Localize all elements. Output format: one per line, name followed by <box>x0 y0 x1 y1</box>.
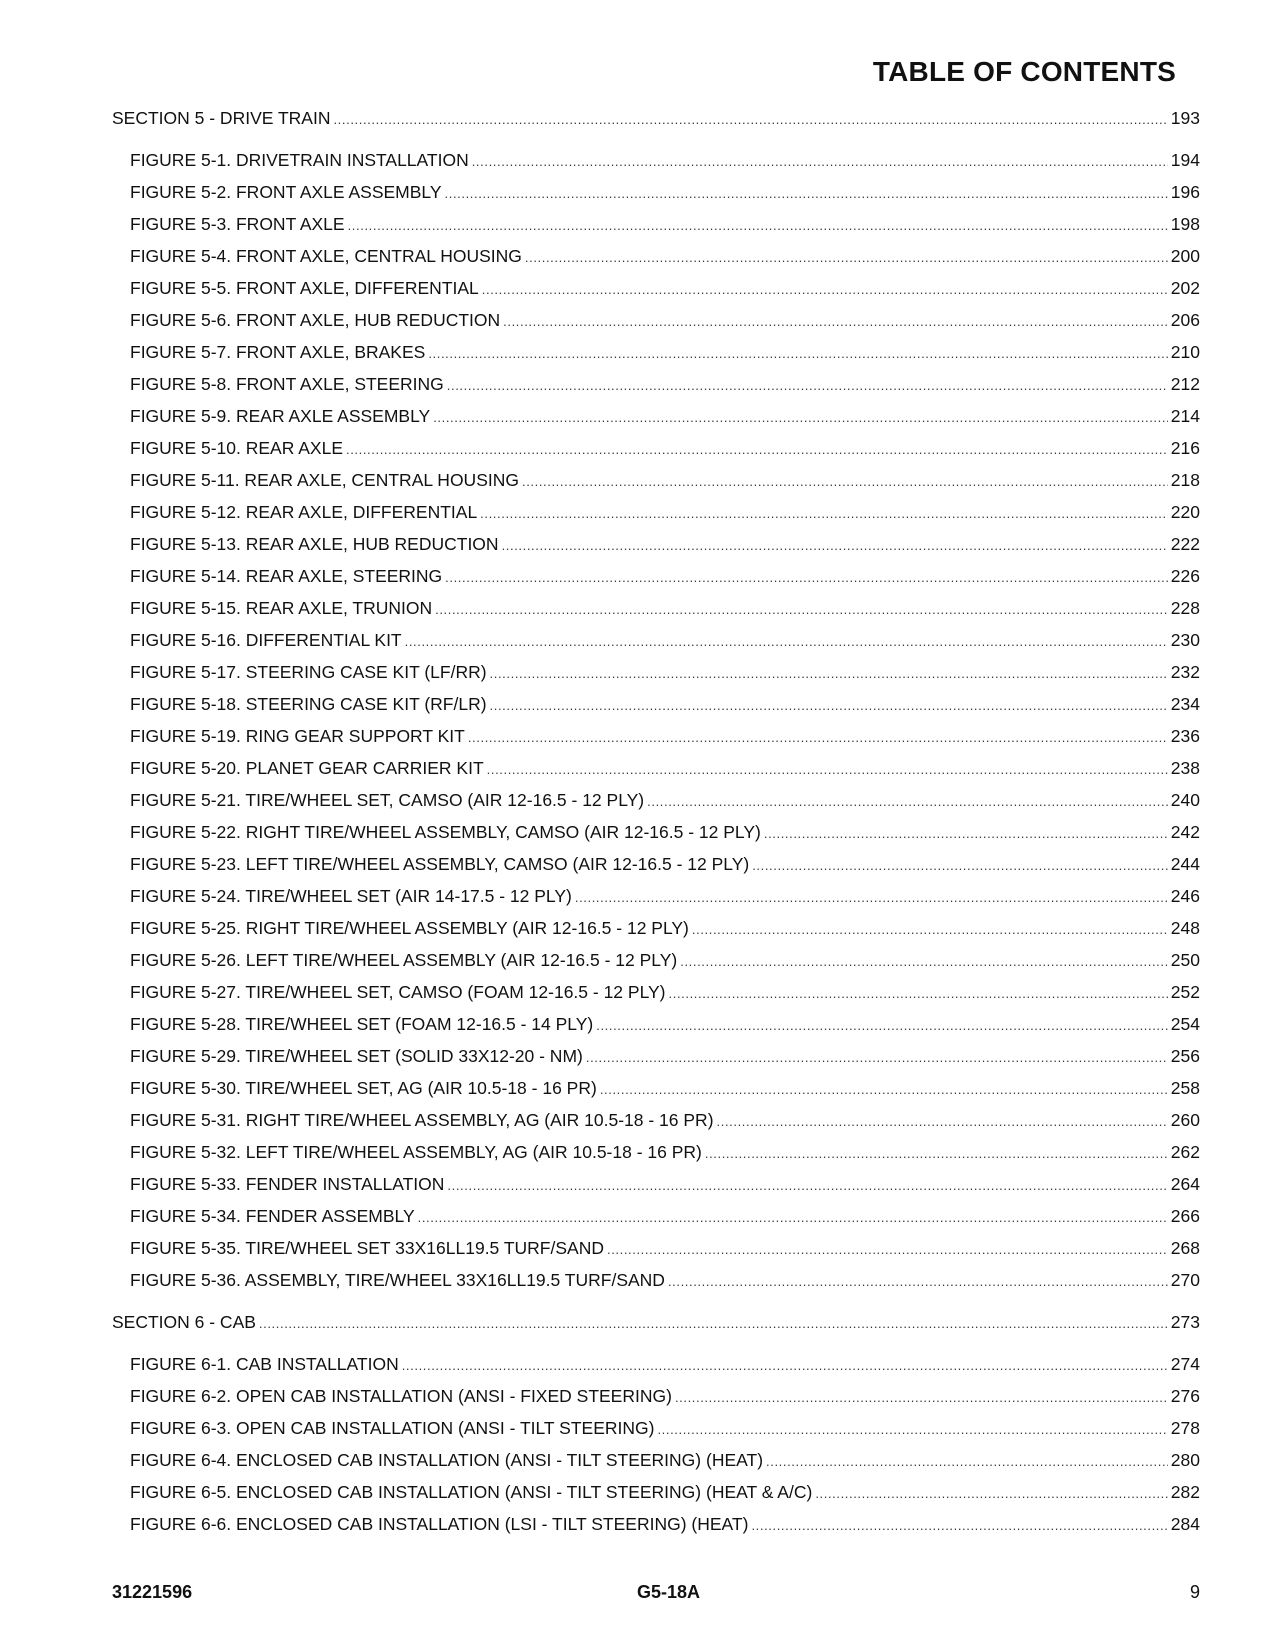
toc-entry-label: FIGURE 5-17. STEERING CASE KIT (LF/RR) <box>130 662 487 682</box>
dot-leader <box>435 598 1168 620</box>
dot-leader <box>259 1312 1168 1334</box>
dot-leader <box>766 1450 1168 1472</box>
toc-entry-page: 274 <box>1170 1354 1200 1374</box>
toc-entry-label: FIGURE 5-30. TIRE/WHEEL SET, AG (AIR 10.5-18 - 16 PR) <box>130 1078 597 1098</box>
toc-figure-entry[interactable] <box>112 566 1200 598</box>
dot-leader <box>575 886 1168 908</box>
toc-entry-label: FIGURE 5-16. DIFFERENTIAL KIT <box>130 630 402 650</box>
toc-figure-entry[interactable] <box>112 1386 1200 1418</box>
toc-entry-page: 218 <box>1170 470 1200 490</box>
toc-entry-page: 234 <box>1170 694 1200 714</box>
toc-entry-page: 228 <box>1170 598 1200 618</box>
toc-figure-entry[interactable] <box>112 598 1200 630</box>
toc-entry-label: FIGURE 5-14. REAR AXLE, STEERING <box>130 566 443 586</box>
toc-entry-page: 280 <box>1170 1450 1200 1470</box>
toc-entry-page: 266 <box>1170 1206 1200 1226</box>
toc-entry-label: FIGURE 5-24. TIRE/WHEEL SET (AIR 14-17.5 - 12 PLY) <box>130 886 572 906</box>
toc-entry-label: FIGURE 5-31. RIGHT TIRE/WHEEL ASSEMBLY, AG (AIR 10.5-18 - 16 PR) <box>130 1110 714 1130</box>
toc-figure-entry[interactable] <box>112 502 1200 534</box>
toc-entry-page: 248 <box>1170 918 1200 938</box>
toc-figure-entry[interactable] <box>112 822 1200 854</box>
page-number: 9 <box>1189 1582 1200 1602</box>
toc-entry-label: FIGURE 5-6. FRONT AXLE, HUB REDUCTION <box>130 310 501 330</box>
toc-figure-entry[interactable] <box>112 1238 1200 1270</box>
toc-figure-entry[interactable] <box>112 374 1200 406</box>
toc-figure-entry[interactable] <box>112 694 1200 726</box>
toc-figure-entry[interactable] <box>112 470 1200 502</box>
toc-figure-entry[interactable] <box>112 1078 1200 1110</box>
dot-leader <box>815 1482 1167 1504</box>
toc-entry-page: 196 <box>1170 182 1200 202</box>
toc-entry-label: FIGURE 5-26. LEFT TIRE/WHEEL ASSEMBLY (AIR 12-16.5 - 12 PLY) <box>130 950 678 970</box>
toc-figure-entry[interactable] <box>112 406 1200 438</box>
dot-leader <box>346 438 1168 460</box>
toc-entry-page: 260 <box>1170 1110 1200 1130</box>
dot-leader <box>333 108 1167 130</box>
toc-entry-page: 236 <box>1170 726 1200 746</box>
toc-entry-label: FIGURE 5-18. STEERING CASE KIT (RF/LR) <box>130 694 487 714</box>
toc-entry-label: FIGURE 5-7. FRONT AXLE, BRAKES <box>130 342 426 362</box>
dot-leader <box>600 1078 1168 1100</box>
toc-figure-entry[interactable] <box>112 790 1200 822</box>
toc-figure-entry[interactable] <box>112 278 1200 310</box>
dot-leader <box>607 1238 1168 1260</box>
toc-entry-label: FIGURE 6-4. ENCLOSED CAB INSTALLATION (ANSI - TILT STEERING) (HEAT) <box>130 1450 764 1470</box>
dot-leader <box>447 1174 1167 1196</box>
toc-entry-page: 232 <box>1170 662 1200 682</box>
dot-leader <box>428 342 1167 364</box>
toc-entry-page: 220 <box>1170 502 1200 522</box>
toc-entry-page: 194 <box>1170 150 1200 170</box>
toc-entry-page: 212 <box>1170 374 1200 394</box>
toc-figure-entry[interactable] <box>112 1514 1200 1546</box>
toc-figure-entry[interactable] <box>112 1142 1200 1174</box>
toc-figure-entry[interactable] <box>112 1046 1200 1078</box>
toc-entry-page: 256 <box>1170 1046 1200 1066</box>
toc-entry-label: FIGURE 5-25. RIGHT TIRE/WHEEL ASSEMBLY (AIR 12-16.5 - 12 PLY) <box>130 918 689 938</box>
toc-entry-page: 226 <box>1170 566 1200 586</box>
toc-entry-page: 278 <box>1170 1418 1200 1438</box>
toc-entry-label: FIGURE 5-36. ASSEMBLY, TIRE/WHEEL 33X16LL19.5 TURF/SAND <box>130 1270 665 1290</box>
dot-leader <box>752 854 1168 876</box>
toc-entry-label: FIGURE 5-20. PLANET GEAR CARRIER KIT <box>130 758 484 778</box>
toc-entry-label: FIGURE 5-8. FRONT AXLE, STEERING <box>130 374 444 394</box>
toc-entry-label: FIGURE 5-15. REAR AXLE, TRUNION <box>130 598 433 618</box>
toc-entry-label: FIGURE 5-5. FRONT AXLE, DIFFERENTIAL <box>130 278 479 298</box>
toc-figure-entry[interactable] <box>112 182 1200 214</box>
dot-leader <box>717 1110 1168 1132</box>
dot-leader <box>480 502 1168 524</box>
dot-leader <box>522 470 1168 492</box>
toc-entry-label: FIGURE 5-11. REAR AXLE, CENTRAL HOUSING <box>130 470 519 490</box>
toc-entry-page: 282 <box>1170 1482 1200 1502</box>
toc-entry-page: 270 <box>1170 1270 1200 1290</box>
toc-figure-entry[interactable] <box>112 1174 1200 1206</box>
dot-leader <box>669 982 1168 1004</box>
dot-leader <box>348 214 1168 236</box>
dot-leader <box>596 1014 1168 1036</box>
toc-figure-entry[interactable] <box>112 1418 1200 1450</box>
dot-leader <box>680 950 1168 972</box>
toc-entry-page: 268 <box>1170 1238 1200 1258</box>
toc-entry-page: 202 <box>1170 278 1200 298</box>
toc-entry-page: 254 <box>1170 1014 1200 1034</box>
dot-leader <box>487 758 1168 780</box>
toc-figure-entry[interactable] <box>112 630 1200 662</box>
toc-entry-page: 230 <box>1170 630 1200 650</box>
toc-entry-label: FIGURE 5-28. TIRE/WHEEL SET (FOAM 12-16.5 - 14 PLY) <box>130 1014 594 1034</box>
toc-entry-label: FIGURE 5-9. REAR AXLE ASSEMBLY <box>130 406 431 426</box>
toc-entry-page: 244 <box>1170 854 1200 874</box>
dot-leader <box>502 534 1168 556</box>
toc-entry-label: FIGURE 6-1. CAB INSTALLATION <box>130 1354 399 1374</box>
toc-entry-label: FIGURE 5-4. FRONT AXLE, CENTRAL HOUSING <box>130 246 522 266</box>
toc-figure-entry[interactable] <box>112 310 1200 342</box>
toc-entry-page: 276 <box>1170 1386 1200 1406</box>
toc-figure-entry[interactable] <box>112 950 1200 982</box>
page-footer <box>112 1582 1200 1606</box>
dot-leader <box>447 374 1168 396</box>
toc-entry-label: FIGURE 5-12. REAR AXLE, DIFFERENTIAL <box>130 502 478 522</box>
document-number: 31221596 <box>112 1582 193 1602</box>
toc-entry-label: FIGURE 5-33. FENDER INSTALLATION <box>130 1174 445 1194</box>
toc-figure-entry[interactable] <box>112 1354 1200 1386</box>
table-of-contents <box>112 108 1200 1546</box>
dot-leader <box>751 1514 1167 1536</box>
toc-figure-entry[interactable] <box>112 438 1200 470</box>
toc-figure-entry[interactable] <box>112 982 1200 1014</box>
toc-entry-page: 264 <box>1170 1174 1200 1194</box>
dot-leader <box>675 1386 1168 1408</box>
dot-leader <box>692 918 1168 940</box>
toc-entry-page: 198 <box>1170 214 1200 234</box>
toc-entry-page: 210 <box>1170 342 1200 362</box>
toc-figure-entry[interactable] <box>112 1014 1200 1046</box>
toc-figure-entry[interactable] <box>112 1110 1200 1142</box>
toc-figure-entry[interactable] <box>112 1450 1200 1482</box>
toc-entry-label: FIGURE 5-1. DRIVETRAIN INSTALLATION <box>130 150 469 170</box>
toc-entry-page: 246 <box>1170 886 1200 906</box>
toc-entry-label: FIGURE 5-22. RIGHT TIRE/WHEEL ASSEMBLY, CAMSO (AIR 12-16.5 - 12 PLY) <box>130 822 761 842</box>
toc-figure-entry[interactable] <box>112 726 1200 758</box>
dot-leader <box>472 150 1168 172</box>
toc-entry-label: FIGURE 5-10. REAR AXLE <box>130 438 343 458</box>
toc-figure-entry[interactable] <box>112 534 1200 566</box>
toc-entry-label: FIGURE 6-5. ENCLOSED CAB INSTALLATION (ANSI - TILT STEERING) (HEAT & A/C) <box>130 1482 813 1502</box>
dot-leader <box>490 662 1168 684</box>
toc-entry-page: 262 <box>1170 1142 1200 1162</box>
toc-entry-page: 284 <box>1170 1514 1200 1534</box>
toc-figure-entry[interactable] <box>112 246 1200 278</box>
dot-leader <box>445 566 1168 588</box>
dot-leader <box>433 406 1168 428</box>
dot-leader <box>764 822 1168 844</box>
toc-entry-label: FIGURE 6-3. OPEN CAB INSTALLATION (ANSI - TILT STEERING) <box>130 1418 655 1438</box>
toc-entry-label: SECTION 5 - DRIVE TRAIN <box>112 108 331 128</box>
dot-leader <box>647 790 1168 812</box>
toc-entry-page: 252 <box>1170 982 1200 1002</box>
dot-leader <box>705 1142 1168 1164</box>
toc-figure-entry[interactable] <box>112 1206 1200 1238</box>
toc-section-entry[interactable] <box>112 1312 1200 1344</box>
toc-figure-entry[interactable] <box>112 854 1200 886</box>
toc-entry-page: 200 <box>1170 246 1200 266</box>
toc-figure-entry[interactable] <box>112 214 1200 246</box>
page-title: TABLE OF CONTENTS <box>872 56 1176 87</box>
dot-leader <box>525 246 1168 268</box>
dot-leader <box>468 726 1168 748</box>
toc-entry-label: FIGURE 5-2. FRONT AXLE ASSEMBLY <box>130 182 442 202</box>
toc-entry-label: FIGURE 5-19. RING GEAR SUPPORT KIT <box>130 726 465 746</box>
toc-entry-label: FIGURE 6-2. OPEN CAB INSTALLATION (ANSI - FIXED STEERING) <box>130 1386 672 1406</box>
toc-entry-page: 193 <box>1170 108 1200 128</box>
toc-figure-entry[interactable] <box>112 918 1200 950</box>
toc-entry-label: FIGURE 5-23. LEFT TIRE/WHEEL ASSEMBLY, CAMSO (AIR 12-16.5 - 12 PLY) <box>130 854 750 874</box>
toc-entry-page: 238 <box>1170 758 1200 778</box>
dot-leader <box>402 1354 1168 1376</box>
model-name: G5-18A <box>637 1582 701 1602</box>
toc-entry-page: 250 <box>1170 950 1200 970</box>
toc-entry-page: 273 <box>1170 1312 1200 1332</box>
dot-leader <box>668 1270 1168 1292</box>
dot-leader <box>445 182 1168 204</box>
toc-entry-label: FIGURE 5-34. FENDER ASSEMBLY <box>130 1206 415 1226</box>
toc-entry-page: 214 <box>1170 406 1200 426</box>
toc-section-entry[interactable] <box>112 108 1200 140</box>
toc-entry-label: FIGURE 5-35. TIRE/WHEEL SET 33X16LL19.5 TURF/SAND <box>130 1238 604 1258</box>
toc-entry-label: FIGURE 5-13. REAR AXLE, HUB REDUCTION <box>130 534 499 554</box>
dot-leader <box>490 694 1168 716</box>
toc-entry-page: 222 <box>1170 534 1200 554</box>
toc-figure-entry[interactable] <box>112 662 1200 694</box>
toc-figure-entry[interactable] <box>112 886 1200 918</box>
toc-figure-entry[interactable] <box>112 1482 1200 1514</box>
toc-entry-label: FIGURE 5-27. TIRE/WHEEL SET, CAMSO (FOAM 12-16.5 - 12 PLY) <box>130 982 666 1002</box>
toc-entry-label: FIGURE 5-21. TIRE/WHEEL SET, CAMSO (AIR 12-16.5 - 12 PLY) <box>130 790 645 810</box>
toc-entry-label: FIGURE 5-32. LEFT TIRE/WHEEL ASSEMBLY, AG (AIR 10.5-18 - 16 PR) <box>130 1142 702 1162</box>
toc-entry-page: 240 <box>1170 790 1200 810</box>
toc-entry-label: FIGURE 5-3. FRONT AXLE <box>130 214 345 234</box>
dot-leader <box>405 630 1168 652</box>
dot-leader <box>503 310 1168 332</box>
toc-entry-label: FIGURE 5-29. TIRE/WHEEL SET (SOLID 33X12-20 - NM) <box>130 1046 583 1066</box>
toc-entry-page: 206 <box>1170 310 1200 330</box>
dot-leader <box>657 1418 1167 1440</box>
toc-figure-entry[interactable] <box>112 758 1200 790</box>
toc-entry-label: SECTION 6 - CAB <box>112 1312 256 1332</box>
toc-figure-entry[interactable] <box>112 150 1200 182</box>
toc-figure-entry[interactable] <box>112 342 1200 374</box>
toc-entry-page: 258 <box>1170 1078 1200 1098</box>
toc-entry-page: 242 <box>1170 822 1200 842</box>
dot-leader <box>482 278 1168 300</box>
toc-entry-page: 216 <box>1170 438 1200 458</box>
dot-leader <box>586 1046 1168 1068</box>
toc-entry-label: FIGURE 6-6. ENCLOSED CAB INSTALLATION (LSI - TILT STEERING) (HEAT) <box>130 1514 749 1534</box>
dot-leader <box>418 1206 1168 1228</box>
toc-figure-entry[interactable] <box>112 1270 1200 1302</box>
